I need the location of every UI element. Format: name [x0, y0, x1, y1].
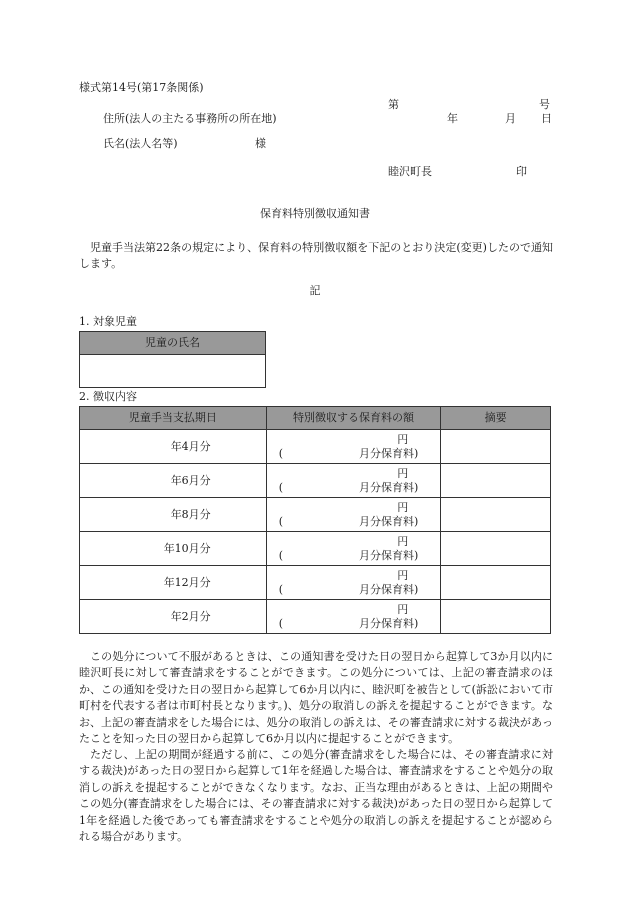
intro-paragraph: 児童手当法第22条の規定により、保育料の特別徴収額を下記のとおり決定(変更)したので通知します。	[79, 241, 553, 271]
col-amount: 特別徴収する保育料の額	[266, 407, 441, 430]
seal-mark: 印	[516, 165, 527, 178]
table-row	[80, 566, 551, 600]
notice-paragraph-1: この処分について不服があるときは、この通知書を受けた日の翌日から起算して3か月以内に睦沢町長に対して審査請求をすることができます。この処分については、上記の審査請求のほか、この通知を受けた日の翌日から起算して6か月以内に、睦沢町を被告として(訴訟において市町村を代表する者は市町村長となります。)、処分の取消しの訴えを提起することができます。なお、上記の審査請求をした場合には、処分の取消しの訴えは、その審査請求に対する裁決があったことを知った日の翌日から起算して6か月以内に提起することができます。	[79, 650, 553, 746]
remarks-cell	[441, 498, 551, 532]
document-title: 保育料特別徴収通知書	[260, 207, 370, 220]
fee-month-note: 月分保育料)	[358, 481, 419, 494]
section2-heading: 2. 徴収内容	[79, 390, 137, 403]
yen-label: 円	[397, 569, 409, 582]
number-dai: 第	[388, 98, 399, 111]
table-row	[80, 430, 551, 464]
form-number: 様式第14号(第17条関係)	[79, 81, 204, 94]
section1-heading: 1. 対象児童	[79, 315, 137, 328]
ki-mark: 記	[309, 284, 321, 297]
date-day: 日	[541, 112, 552, 125]
period-cell: 年6月分	[80, 464, 267, 498]
yen-label: 円	[397, 603, 409, 616]
date-year: 年	[447, 112, 458, 125]
period-cell: 年8月分	[80, 498, 267, 532]
table-row	[80, 498, 551, 532]
yen-label: 円	[397, 433, 409, 446]
remarks-cell	[441, 566, 551, 600]
remarks-cell	[441, 532, 551, 566]
child-name-cell	[80, 355, 266, 388]
table-row	[80, 464, 551, 498]
amount-cell	[266, 464, 441, 498]
paren-open: (	[278, 515, 283, 528]
period-cell: 年12月分	[80, 566, 267, 600]
amount-cell	[266, 532, 441, 566]
fee-month-note: 月分保育料)	[358, 447, 419, 460]
amount-cell	[266, 566, 441, 600]
remarks-cell	[441, 464, 551, 498]
fee-month-note: 月分保育料)	[358, 549, 419, 562]
name-label: 氏名(法人名等)	[103, 137, 178, 150]
period-cell: 年10月分	[80, 532, 267, 566]
table-row	[80, 600, 551, 634]
amount-cell	[266, 498, 441, 532]
date-month: 月	[505, 112, 516, 125]
sama-label: 様	[255, 137, 266, 150]
collection-table	[79, 406, 551, 634]
fee-month-note: 月分保育料)	[358, 583, 419, 596]
paren-open: (	[278, 549, 283, 562]
paren-open: (	[278, 583, 283, 596]
notice-paragraph-2: ただし、上記の期間が経過する前に、この処分(審査請求をした場合には、その審査請求に対する裁決)があった日の翌日から起算して1年を経過した場合は、審査請求をすることや処分の取消しの訴えを提起することができなくなります。なお、正当な理由があるときは、上記の期間やこの処分(審査請求をした場合には、その審査請求に対する裁決)があった日の翌日から起算して1年を経過した後であっても審査請求をすることや処分の取消しの訴えを提起することが認められる場合があります。	[79, 748, 553, 844]
period-cell: 年4月分	[80, 430, 267, 464]
table-row	[80, 532, 551, 566]
yen-label: 円	[397, 501, 409, 514]
remarks-cell	[441, 600, 551, 634]
fee-month-note: 月分保育料)	[358, 617, 419, 630]
target-child-table	[79, 331, 266, 388]
issuer-name: 睦沢町長	[388, 165, 432, 178]
paren-open: (	[278, 617, 283, 630]
amount-cell	[266, 600, 441, 634]
child-name-header: 児童の氏名	[80, 332, 266, 355]
amount-cell	[266, 430, 441, 464]
fee-month-note: 月分保育料)	[358, 515, 419, 528]
remarks-cell	[441, 430, 551, 464]
period-cell: 年2月分	[80, 600, 267, 634]
address-label: 住所(法人の主たる事務所の所在地)	[103, 112, 277, 125]
paren-open: (	[278, 447, 283, 460]
number-go: 号	[539, 98, 550, 111]
yen-label: 円	[397, 535, 409, 548]
col-payment-date: 児童手当支払期日	[80, 407, 267, 430]
col-remarks: 摘要	[441, 407, 551, 430]
yen-label: 円	[397, 467, 409, 480]
paren-open: (	[278, 481, 283, 494]
